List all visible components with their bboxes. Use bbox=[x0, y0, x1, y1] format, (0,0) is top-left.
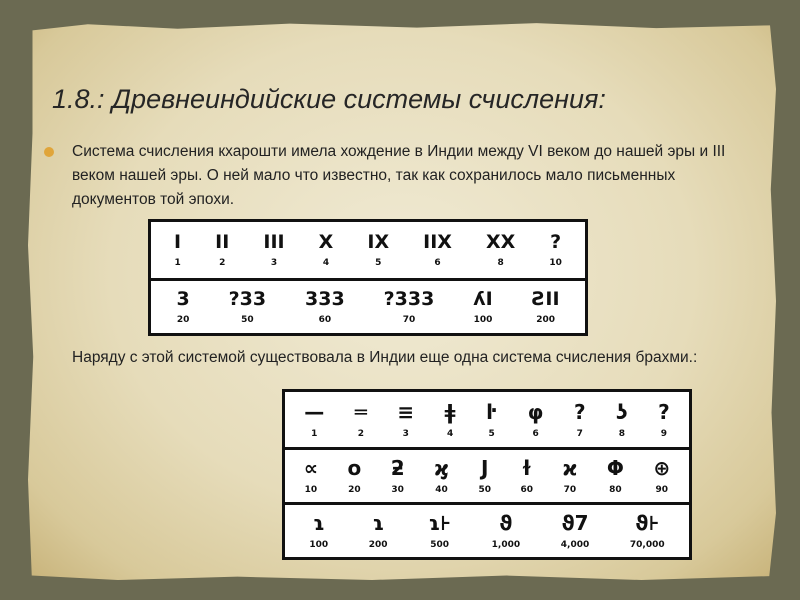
numeral-glyph: ɿ bbox=[312, 511, 325, 536]
numeral-value: 8 bbox=[497, 258, 504, 269]
numeral-cell bbox=[304, 450, 318, 502]
numeral-cell bbox=[445, 392, 456, 447]
numeral-cell bbox=[229, 281, 266, 334]
numeral-cell bbox=[478, 450, 491, 502]
slide-title: 1.8.: Древнеиндийские системы счисления: bbox=[52, 84, 606, 114]
numeral-cell bbox=[473, 281, 492, 334]
numeral-cell bbox=[347, 450, 361, 502]
numeral-cell bbox=[486, 222, 515, 278]
numeral-cell bbox=[367, 222, 389, 278]
numeral-row bbox=[285, 502, 689, 557]
numeral-glyph: — bbox=[304, 399, 325, 424]
numeral-cell bbox=[561, 505, 589, 557]
numeral-cell bbox=[528, 392, 544, 447]
numeral-cell bbox=[574, 392, 586, 447]
numeral-glyph: ═ bbox=[354, 399, 367, 424]
numeral-value: 200 bbox=[368, 540, 388, 551]
numeral-glyph: o bbox=[347, 456, 362, 481]
numeral-glyph: ϑ⊦ bbox=[635, 511, 660, 536]
numeral-value: 1,000 bbox=[491, 540, 521, 551]
numeral-glyph: ∝ bbox=[303, 456, 318, 481]
numeral-row bbox=[285, 447, 689, 502]
numeral-glyph: ? bbox=[550, 231, 562, 254]
numeral-value: 7 bbox=[576, 428, 583, 439]
numeral-value: 2 bbox=[219, 258, 226, 269]
numeral-value: 4,000 bbox=[560, 540, 590, 551]
bullet-icon bbox=[44, 147, 54, 157]
numeral-value: 6 bbox=[434, 258, 441, 269]
numeral-value: 5 bbox=[488, 428, 495, 439]
numeral-glyph: ⊕ bbox=[653, 456, 671, 481]
numeral-value: 20 bbox=[176, 315, 190, 326]
numeral-value: 80 bbox=[609, 485, 622, 496]
numeral-glyph: X bbox=[318, 231, 334, 254]
numeral-cell bbox=[384, 281, 435, 334]
numeral-value: 60 bbox=[520, 485, 534, 496]
numeral-value: 1 bbox=[174, 258, 181, 269]
numeral-value: 3 bbox=[402, 428, 409, 439]
numeral-cell bbox=[176, 281, 189, 334]
numeral-value: 4 bbox=[446, 428, 454, 439]
numeral-glyph: III bbox=[263, 231, 285, 254]
numeral-glyph: ƧII bbox=[531, 288, 560, 311]
numeral-cell bbox=[653, 450, 670, 502]
numeral-value: 500 bbox=[430, 540, 450, 551]
numeral-cell bbox=[607, 450, 624, 502]
numeral-glyph: IIX bbox=[423, 231, 452, 254]
numeral-value: 20 bbox=[348, 485, 361, 496]
numeral-glyph: II bbox=[215, 231, 230, 254]
numeral-glyph: ɿ⊦ bbox=[428, 511, 451, 536]
numeral-value: 50 bbox=[241, 315, 254, 326]
numeral-glyph: ǂ bbox=[444, 399, 456, 424]
numeral-glyph: φ bbox=[527, 399, 544, 424]
numeral-value: 9 bbox=[660, 428, 668, 439]
numeral-glyph: IX bbox=[367, 231, 390, 254]
numeral-glyph: XX bbox=[486, 231, 516, 254]
numeral-glyph: I bbox=[174, 231, 182, 254]
numeral-value: 100 bbox=[309, 540, 329, 551]
numeral-glyph: ƻ bbox=[390, 456, 405, 481]
numeral-cell bbox=[616, 392, 627, 447]
numeral-glyph: ?333 bbox=[383, 288, 435, 311]
numeral-cell bbox=[391, 450, 405, 502]
numeral-cell bbox=[520, 450, 533, 502]
brahmi-intro-paragraph: Наряду с этой системой существовала в Индии еще одна система счисления брахми.: bbox=[72, 349, 698, 366]
numeral-cell bbox=[304, 392, 324, 447]
numeral-cell bbox=[319, 222, 334, 278]
numeral-cell bbox=[486, 392, 497, 447]
numeral-cell bbox=[263, 222, 284, 278]
numeral-value: 10 bbox=[304, 485, 318, 496]
numeral-glyph: ≡ bbox=[397, 399, 415, 424]
intro-paragraph: Система счисления кхарошти имела хождение в Индии между VI веком до нашей эры и III веком нашей эры. О ней мало что известно, так как сохранилось мало письменных документов той эпохи. bbox=[72, 143, 726, 208]
numeral-cell bbox=[355, 392, 367, 447]
numeral-row bbox=[285, 392, 689, 447]
numeral-glyph: ϗ bbox=[434, 456, 449, 481]
numeral-cell bbox=[658, 392, 670, 447]
numeral-cell bbox=[369, 505, 388, 557]
numeral-glyph: ϑ7 bbox=[561, 511, 589, 536]
numeral-glyph: ? bbox=[573, 399, 586, 424]
numeral-value: 6 bbox=[532, 428, 539, 439]
numeral-glyph: 333 bbox=[305, 288, 345, 311]
numeral-value: 70,000 bbox=[629, 540, 665, 551]
numeral-glyph: ϰ bbox=[562, 456, 578, 481]
numeral-glyph: ɫ bbox=[521, 456, 533, 481]
numeral-value: 70 bbox=[402, 315, 416, 326]
numeral-cell bbox=[309, 505, 328, 557]
numeral-value: 60 bbox=[318, 315, 332, 326]
numeral-glyph: 3 bbox=[176, 288, 190, 311]
numeral-row bbox=[151, 222, 585, 278]
numeral-glyph: ϑ bbox=[499, 511, 513, 536]
numeral-glyph: ?33 bbox=[228, 288, 267, 311]
numeral-row bbox=[151, 278, 585, 334]
numeral-cell bbox=[630, 505, 665, 557]
numeral-value: 70 bbox=[563, 485, 577, 496]
numeral-cell bbox=[305, 281, 345, 334]
numeral-value: 100 bbox=[473, 315, 493, 326]
brahmi-numerals-table bbox=[282, 389, 692, 560]
numeral-value: 30 bbox=[391, 485, 404, 496]
numeral-value: 4 bbox=[322, 258, 330, 269]
numeral-cell bbox=[532, 281, 560, 334]
numeral-glyph: J bbox=[481, 456, 489, 481]
numeral-cell bbox=[434, 450, 449, 502]
numeral-glyph: ʖ bbox=[616, 399, 628, 424]
numeral-cell bbox=[549, 222, 562, 278]
numeral-value: 8 bbox=[618, 428, 625, 439]
numeral-value: 3 bbox=[270, 258, 278, 269]
numeral-value: 2 bbox=[357, 428, 364, 439]
numeral-value: 90 bbox=[655, 485, 668, 496]
numeral-glyph: ŀ bbox=[486, 399, 498, 424]
numeral-cell bbox=[492, 505, 520, 557]
kharosthi-numerals-table bbox=[148, 219, 588, 336]
numeral-glyph: ʎI bbox=[473, 288, 493, 311]
numeral-glyph: ? bbox=[658, 399, 670, 424]
numeral-glyph: Φ bbox=[606, 456, 624, 481]
numeral-value: 50 bbox=[478, 485, 491, 496]
numeral-value: 10 bbox=[549, 258, 562, 269]
numeral-cell bbox=[428, 505, 451, 557]
numeral-cell bbox=[174, 222, 181, 278]
numeral-cell bbox=[397, 392, 414, 447]
numeral-value: 40 bbox=[435, 485, 448, 496]
numeral-glyph: ɿ bbox=[372, 511, 385, 536]
numeral-cell bbox=[423, 222, 452, 278]
numeral-value: 200 bbox=[536, 315, 555, 326]
numeral-cell bbox=[215, 222, 229, 278]
numeral-value: 5 bbox=[375, 258, 382, 269]
numeral-value: 1 bbox=[311, 428, 318, 439]
numeral-cell bbox=[563, 450, 578, 502]
